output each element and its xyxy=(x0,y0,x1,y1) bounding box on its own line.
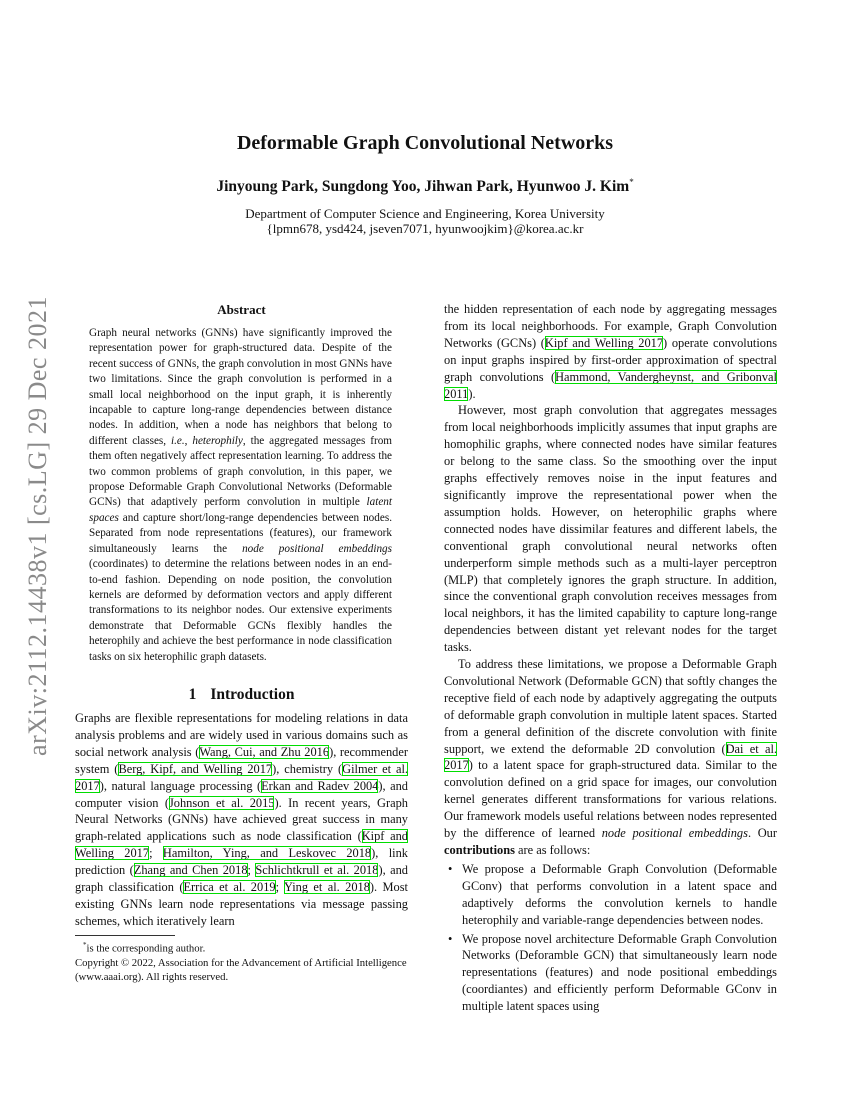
citation-link[interactable]: Berg, Kipf, and Welling 2017 xyxy=(118,761,273,776)
citation-link[interactable]: Johnson et al. 2015 xyxy=(168,795,275,810)
copyright-notice: Copyright © 2022, Association for the Advancement of Artificial Intelligence (www.aaai.org). All rights reserved. xyxy=(75,956,407,983)
footnote-divider xyxy=(75,935,175,936)
citation-link[interactable]: Hamilton, Ying, and Leskovec 2018 xyxy=(162,846,372,861)
citation-link[interactable]: Wang, Cui, and Zhu 2016 xyxy=(199,744,330,759)
list-item: • We propose a Deformable Graph Convolution (Deformable GConv) that performs convolution in a latent space and adaptively deforms the convolution kernels to handle heterophily and variable-range dependencies between nodes. xyxy=(462,861,777,929)
footnote-block xyxy=(75,938,410,984)
list-item: • We propose novel architecture Deformable Graph Convolution Networks (Deforamble GCN) that simultaneously learn node representations (features) and node positional embeddings (coordiantes) and efficiently perform Deformable GConv in multiple latent spaces using xyxy=(462,931,777,1016)
affiliation: Department of Computer Science and Engineering, Korea University xyxy=(245,206,605,221)
paragraph: To address these limitations, we propose a Deformable Graph Convolutional Network (Deformable GCN) that softly changes the receptive field of each node by adaptively aggregating the outputs of deformable graph convolution in multiple latent spaces. Started from a general definition of the discrete convolution with finite support, we extend the deformable 2D convolution (Dai et al. 2017) to a latent space for graph-structured data. Similar to the convolution defined on a grid space for images, our convolution kernel generates different transformations for various relations. Our framework models useful relations between nodes represented by the difference of learned node positional embeddings. Our contributions are as follows: xyxy=(444,657,777,857)
affiliation-block xyxy=(0,206,850,236)
citation-link[interactable]: Kipf and Welling 2017 xyxy=(75,829,408,861)
contributions-list xyxy=(444,861,777,1015)
citation-link[interactable]: Errica et al. 2019 xyxy=(183,880,276,895)
paper-title: Deformable Graph Convolutional Networks xyxy=(236,132,614,154)
abstract-heading: Abstract xyxy=(217,302,266,317)
right-column xyxy=(444,301,777,1017)
citation-link[interactable]: Hammond, Vandergheynst, and Gribonval 2011 xyxy=(444,369,777,401)
corresponding-author-mark: * xyxy=(629,177,634,187)
arxiv-identifier: arXiv:2112.14438v1 [cs.LG] 29 Dec 2021 xyxy=(23,296,52,756)
citation-link[interactable]: Kipf and Welling 2017 xyxy=(544,335,664,350)
citation-link[interactable]: Erkan and Radev 2004 xyxy=(261,778,379,793)
section-heading-introduction: 1 Introduction xyxy=(188,686,295,703)
author-list: Jinyoung Park, Sungdong Yoo, Jihwan Park, Hyunwoo J. Kim* xyxy=(216,177,634,196)
citation-link[interactable]: Schlichtkrull et al. 2018 xyxy=(255,863,379,878)
author-emails: {lpmn678, ysd424, jseven7071, hyunwoojkim}@korea.ac.kr xyxy=(266,221,584,236)
introduction-paragraph: Graphs are flexible representations for modeling relations in data analysis problems and are widely used in various domains such as social network analysis (Wang, Cui, and Zhu 2016), recommender system (Berg, Kipf, and Welling 2017), chemistry (Gilmer et al. 2017), natural language processing (Erkan and Radev 2004), and computer vision (Johnson et al. 2015). In recent years, Graph Neural Networks (GNNs) have achieved great success in many graph-related applications such as node classification (Kipf and Welling 2017; Hamilton, Ying, and Leskovec 2018), link prediction (Zhang and Chen 2018; Schlichtkrull et al. 2018), and graph classification (Errica et al. 2019; Ying et al. 2018). Most existing GNNs learn node representations via message passing schemes, which iteratively learn xyxy=(75,711,408,928)
abstract-body: Graph neural networks (GNNs) have significantly improved the representation power for graph-structured data. Despite of the recent success of GNNs, the graph convolution in most GNNs have two limitations. Since the graph convolution is performed in a small local neighborhood on the input graph, it is inherently incapable to capture long-range dependencies between distance nodes. In addition, when a node has neighbors that belong to different classes, i.e., heterophily, the aggregated messages from them often negatively affect representation learning. To address the two common problems of graph convolution, in this paper, we propose Deformable Graph Convolutional Networks (Deformable GCNs) that adaptively perform convolution in multiple latent spaces and capture short/long-range dependencies between nodes. Separated from node representations (features), our framework simultaneously learns the node positional embeddings (coordinates) to determine the relations between nodes in an end-to-end fashion. Depending on node position, the convolution kernels are deformed by deformation vectors and apply different transformations to its neighbor nodes. Our extensive experiments demonstrate that Deformable GCNs flexibly handles the heterophily and achieve the best performance in node classification tasks on six heterophilic graph datasets. xyxy=(89,327,392,663)
citation-link[interactable]: Ying et al. 2018 xyxy=(283,880,370,895)
citation-link[interactable]: Zhang and Chen 2018 xyxy=(133,863,248,878)
footnote-corresponding-author: *is the corresponding author. xyxy=(83,941,206,955)
paragraph: the hidden representation of each node by aggregating messages from its local neighborhoods. For example, Graph Convolution Networks (GCNs) (Kipf and Welling 2017) operate convolutions on input graphs inspired by first-order approximation of spectral graph convolutions (Hammond, Vandergheynst, and Gribonval 2011). xyxy=(444,302,778,401)
paragraph: However, most graph convolution that aggregates messages from local neighborhoods implicitly assumes that input graphs are homophilic graphs, where connected nodes have similar features or belong to the same class. So the smoothing over the input graphs effectively removes noise in the input features and significantly improve the representational power when the assumption holds. However, on heterophilic graphs where connected nodes have dissimilar features and different labels, the conventional graph convolutional neural networks often underperform simple methods such as a multi-layer perceptron (MLP) that completely ignores the graph structure. In addition, since the conventional graph convolution receives messages from local neighbors, it has the limited capability to capture long-range dependencies between distant yet relevant nodes for the target tasks. xyxy=(444,403,777,655)
citation-link[interactable]: Gilmer et al. 2017 xyxy=(75,761,408,793)
citation-link[interactable]: Dai et al. 2017 xyxy=(444,741,777,773)
